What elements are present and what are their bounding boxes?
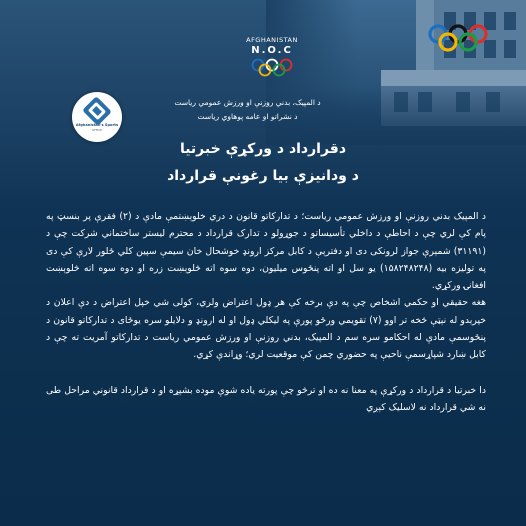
paragraph-3: دا خبرتیا د قرارداد د ورکړې په معنا نه ده او ترڅو چې پورته یاده شوې موده بشپړه او د قرارداد قانوني مراحل طی نه شي قرارداد نه لاسلیک کېږي (46, 384, 486, 413)
country-label: AFGHANISTAN (246, 36, 298, 44)
sports-office-icon (72, 92, 122, 142)
noc-emblem (226, 36, 318, 78)
announcement-body (46, 208, 486, 416)
paragraph-1: د المپیک بدني روزنې او ورزش عمومي ریاست؛ د تدارکاتو قانون د دري خلوېښتمې مادې د (۲) فقرې پر بنسټ په پام کې لري چې د احاطې د داخلي تأسیساتو د جوړولو د تدارک قرارداد د محترم لیستر ساختماني شرکت چې د (۳۱۱۹۱) شمېرې جواز لرونکی دی او دفترېې د کابل مرکز ارونډ خوشحال خان سیمې سپین کلي ځلور لارې کې دی په تولیزه بیه (۱۵۸۲۴۸۲۴۸) یو سل او اته پنځوس میلیون، دوه سوه اته څلوېښت زره او دوه سوه اته څلوېښت افغانۍ ورکړي. (46, 211, 486, 292)
title-secondary: د ودانیزې بیا رغونې قرارداد (167, 168, 359, 184)
org-line-1: د المپیک، بدني روزنې او ورزش عمومي ریاست (174, 98, 321, 107)
logo-text: Afghanistan's Sports (75, 123, 119, 127)
logo-subtext: OFFICE (92, 128, 102, 132)
org-line-2: د نشراتو او عامه پوهاوي ریاست (197, 112, 298, 121)
paragraph-2: هغه حقیقي او حکمي اشخاص چې په دې برخه کې هر ډول اعتراض ولري، کولی شي خپل اعتراض د دې اعلان د خپرېدو له نېټې څخه تر اوو (۷) تقویمي ورځو پورې په ليکلي ډول او له ارونډ و دلايلو سره يوځای د تدارکاتو قانون د پنځوسمې مادې له احکامو سره سم د المپیک، بدني روزنې او ورزش عمومي ریاست د تدارکاتو آمریت ته چې د کابل ښارد شپاړسمې ناحيې په حضوري چمن کې موقعیت لري؛ وړاندې کړي. (46, 297, 486, 361)
olympic-rings-icon (250, 58, 294, 78)
title-primary: دقرارداد د ورکړې خبرتیا (179, 141, 347, 157)
organization-header (160, 96, 335, 124)
sports-office-logo (72, 92, 122, 142)
noc-label: N.O.C (251, 45, 293, 56)
